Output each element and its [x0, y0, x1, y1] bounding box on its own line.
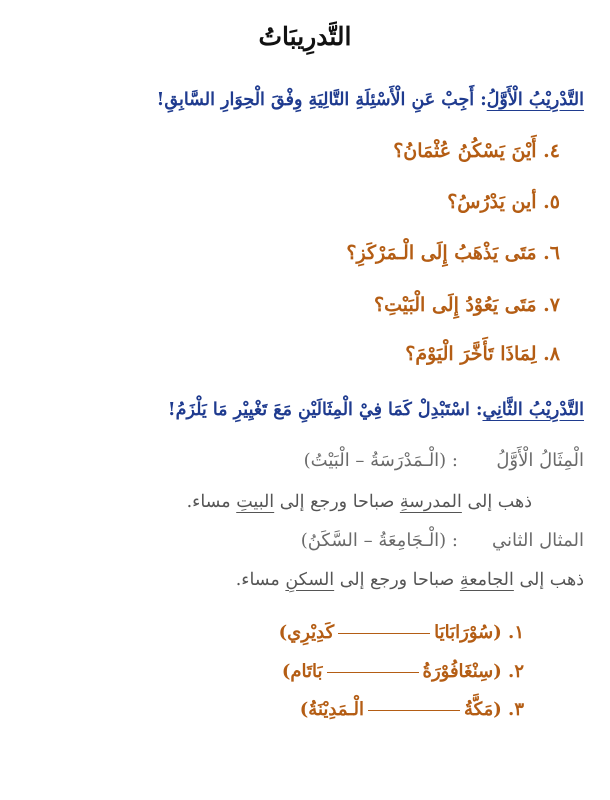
- exercise2-instruction: : اسْتَبْدِلْ كَمَا فِيْ الْمِثَالَيْنِ مَعَ تَغْيِيْرِ مَا يَلْزَمُ!: [167, 400, 483, 420]
- question-8: ٨. لِمَاذَا تَأَخَّرَ الْيَوْمَ؟: [405, 343, 560, 365]
- exercise1-label: التَّدْرِيْبُ الْأَوَّلُ: [486, 90, 584, 110]
- exercise1-heading: [157, 90, 584, 110]
- example2-label: المثال الثاني: [491, 530, 584, 551]
- sentence-text: مساء.: [186, 492, 237, 512]
- drill-number: ٢.: [508, 661, 524, 682]
- example1-sentence: [187, 492, 532, 512]
- drill-3: [300, 699, 524, 720]
- sentence-underlined-word: المدرسةِ: [399, 492, 462, 512]
- drill-number: ٣.: [508, 699, 524, 720]
- sentence-underlined-word: الجامعةِ: [459, 570, 514, 590]
- drill-number: ١.: [508, 622, 524, 643]
- example2-words: : (الْـجَامِعَةُ – السَّكَنُ): [300, 530, 458, 551]
- sentence-underlined-word: البيتِ: [236, 492, 275, 512]
- exercise2-label: التَّدْرِيْبُ الثَّانِي: [482, 400, 584, 420]
- drill-blank-line: [338, 632, 430, 634]
- sentence-text: صباحا ورجع إلى: [334, 570, 460, 590]
- sentence-underlined-word: السكنِ: [285, 570, 335, 590]
- example2-sentence: [236, 570, 584, 590]
- drill-first-word: (سِنْغَافُوْرَةُ: [422, 661, 502, 682]
- drill-blank-line: [327, 671, 419, 673]
- example1-label: الْمِثَالُ الْأَوَّلُ: [496, 450, 584, 471]
- exercise2-heading: [168, 400, 584, 420]
- drill-first-word: (سُوْرَابَايَا: [434, 622, 502, 643]
- page-title: التَّدرِيبَاتُ: [258, 22, 352, 51]
- sentence-text: مساء.: [235, 570, 286, 590]
- question-5: ٥. أين يَدْرُسُ؟: [447, 191, 560, 213]
- drill-1: [279, 622, 524, 643]
- drill-second-word: بَاتَام): [281, 661, 323, 682]
- question-6: ٦. مَتَى يَذْهَبُ إِلَى الْـمَرْكَزِ؟: [346, 242, 560, 264]
- drill-blank-line: [368, 709, 460, 711]
- example1-words: : (الْـمَدْرَسَةُ – الْبَيْتُ): [303, 450, 458, 471]
- exercise1-instruction: : أَجِبْ عَنِ الْأَسْئِلَةِ التَّالِيَةِ وِفْقَ الْحِوَارِ السَّابِقِ!: [156, 90, 487, 110]
- sentence-text: ذهب إلى: [461, 492, 532, 512]
- sentence-text: صباحا ورجع إلى: [274, 492, 400, 512]
- question-7: ٧. مَتَى يَعُوْدُ إِلَى الْبَيْتِ؟: [374, 294, 560, 316]
- drill-second-word: كَدِيْرِي): [278, 622, 335, 643]
- drill-first-word: (مَكَّةُ: [464, 699, 502, 720]
- question-4: ٤. أَيْنَ يَسْكُنُ عُثْمَانُ؟: [393, 140, 560, 162]
- sentence-text: ذهب إلى: [513, 570, 584, 590]
- drill-second-word: الْـمَدِيْنَةُ): [299, 699, 365, 720]
- drill-2: [282, 661, 524, 682]
